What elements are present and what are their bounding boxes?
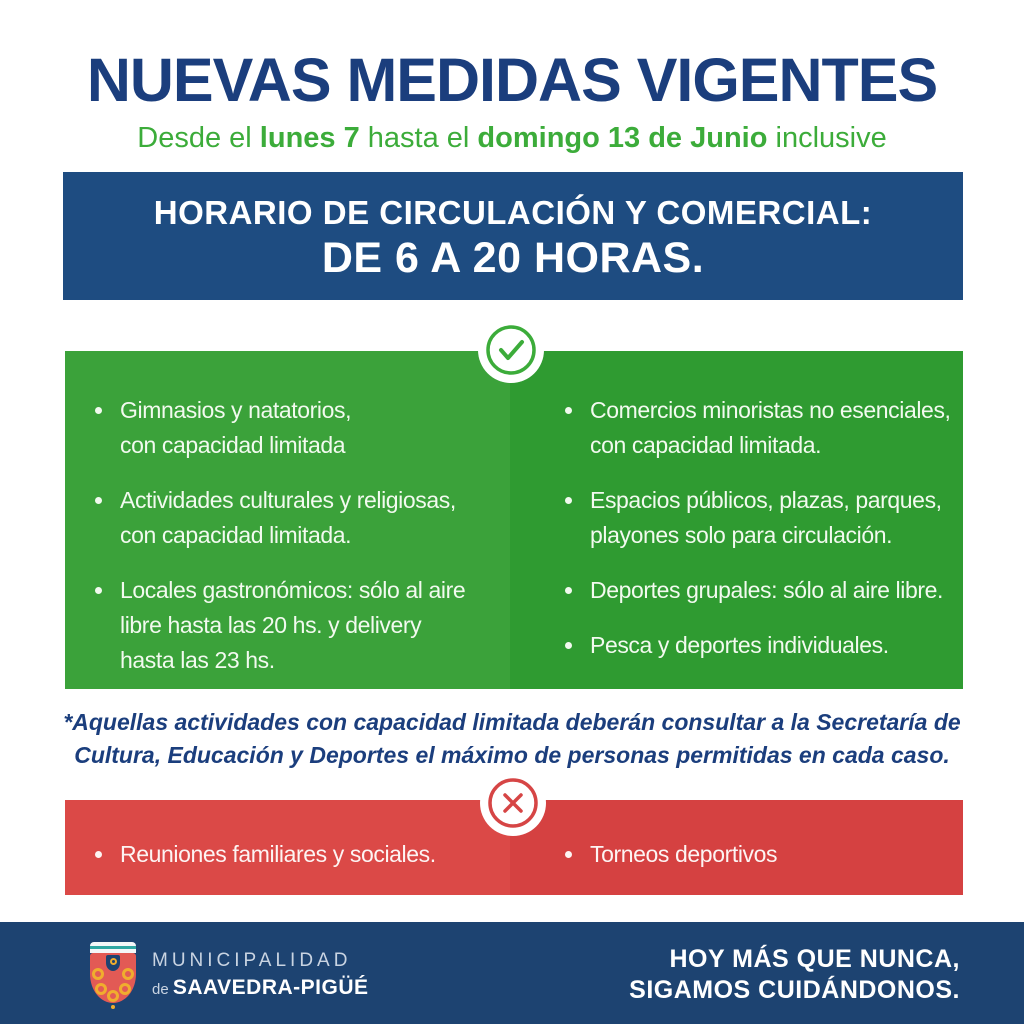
note-line: *Aquellas actividades con capacidad limitada deberán consultar a la Secretaría de [63,709,961,735]
allowed-activities-section [65,351,963,689]
list-item-line: Espacios públicos, plazas, parques, [590,487,942,513]
page-title: NUEVAS MEDIDAS VIGENTES [86,46,938,114]
list-item-line: playones solo para circulación. [590,522,893,548]
shield-ring [92,968,104,980]
list-item-line: Torneos deportivos [590,841,778,867]
list-item-line: con capacidad limitada. [590,432,822,458]
list-item-line: Pesca y deportes individuales. [590,632,889,658]
banner-heading: HORARIO DE CIRCULACIÓN Y COMERCIAL: [153,194,873,231]
list-item [565,837,777,872]
allowed-right-column [510,351,963,689]
municipality-de: de [152,981,173,998]
list-item-line: Locales gastronómicos: sólo al aire [120,577,466,603]
list-item-line: Actividades culturales y religiosas, [120,487,456,513]
list-item-line: hasta las 23 hs. [120,647,275,673]
bullet-dot [95,497,102,504]
list-item-line: Reuniones familiares y sociales. [120,841,436,867]
footer-slogan [629,944,960,1006]
bullet-dot [565,851,572,858]
list-item [565,483,963,553]
bullet-dot [565,497,572,504]
allowed-left-column [65,351,510,689]
shield-body [90,953,136,1003]
municipality-city [152,975,369,1003]
shield-crest [106,955,120,971]
note-line: Cultura, Educación y Deportes el máximo de personas permitidas en cada caso. [74,742,950,768]
banner-hours: DE 6 A 20 HORAS. [321,234,705,282]
shield-stripe [90,946,136,949]
bullet-dot [95,407,102,414]
slogan-line: SIGAMOS CUIDÁNDONOS. [629,976,960,1004]
check-icon [478,317,544,383]
list-item-line: Gimnasios y natatorios, [120,397,352,423]
list-item-line: con capacidad limitada. [120,522,352,548]
bullet-dot [95,851,102,858]
subtitle-text: inclusive [767,122,887,154]
slogan-line: HOY MÁS QUE NUNCA, [669,945,960,973]
bullet-dot [565,407,572,414]
list-item [565,393,963,463]
bullet-dot [565,587,572,594]
subtitle-text: hasta el [359,122,478,154]
hours-banner [63,172,963,300]
list-item-line: con capacidad limitada [120,432,346,458]
bullet-dot [95,587,102,594]
prohibited-left-column [65,800,510,895]
list-item [95,837,436,872]
municipality-name [152,949,369,1003]
list-item-line: Deportes grupales: sólo al aire libre. [590,577,943,603]
list-item [95,573,510,678]
municipality-label: MUNICIPALIDAD [152,950,352,971]
prohibited-right-column [510,800,963,895]
shield-ring [107,990,119,1002]
shield-ring [119,983,131,995]
list-item-line: Comercios minoristas no esenciales, [590,397,951,423]
subtitle-date-start: lunes 7 [259,122,360,154]
list-item [565,573,963,608]
date-range-subtitle [0,121,1024,155]
cross-icon [480,770,546,836]
shield-ring [110,958,117,965]
list-item [95,483,510,553]
municipality-shield-logo [90,942,136,1003]
subtitle-date-end: domingo 13 de Junio [477,122,768,154]
shield-ring [95,983,107,995]
bullet-dot [565,642,572,649]
municipality-city-name: SAAVEDRA-PIGÜÉ [172,976,369,999]
subtitle-text: Desde el [137,122,260,154]
capacity-note [0,706,1024,772]
shield-ring [122,968,134,980]
footer-bar [0,922,1024,1024]
list-item [95,393,510,463]
shield-band [90,942,136,953]
list-item [565,628,963,663]
list-item-line: libre hasta las 20 hs. y delivery [120,612,422,638]
shield-tip-dot [111,1005,115,1009]
